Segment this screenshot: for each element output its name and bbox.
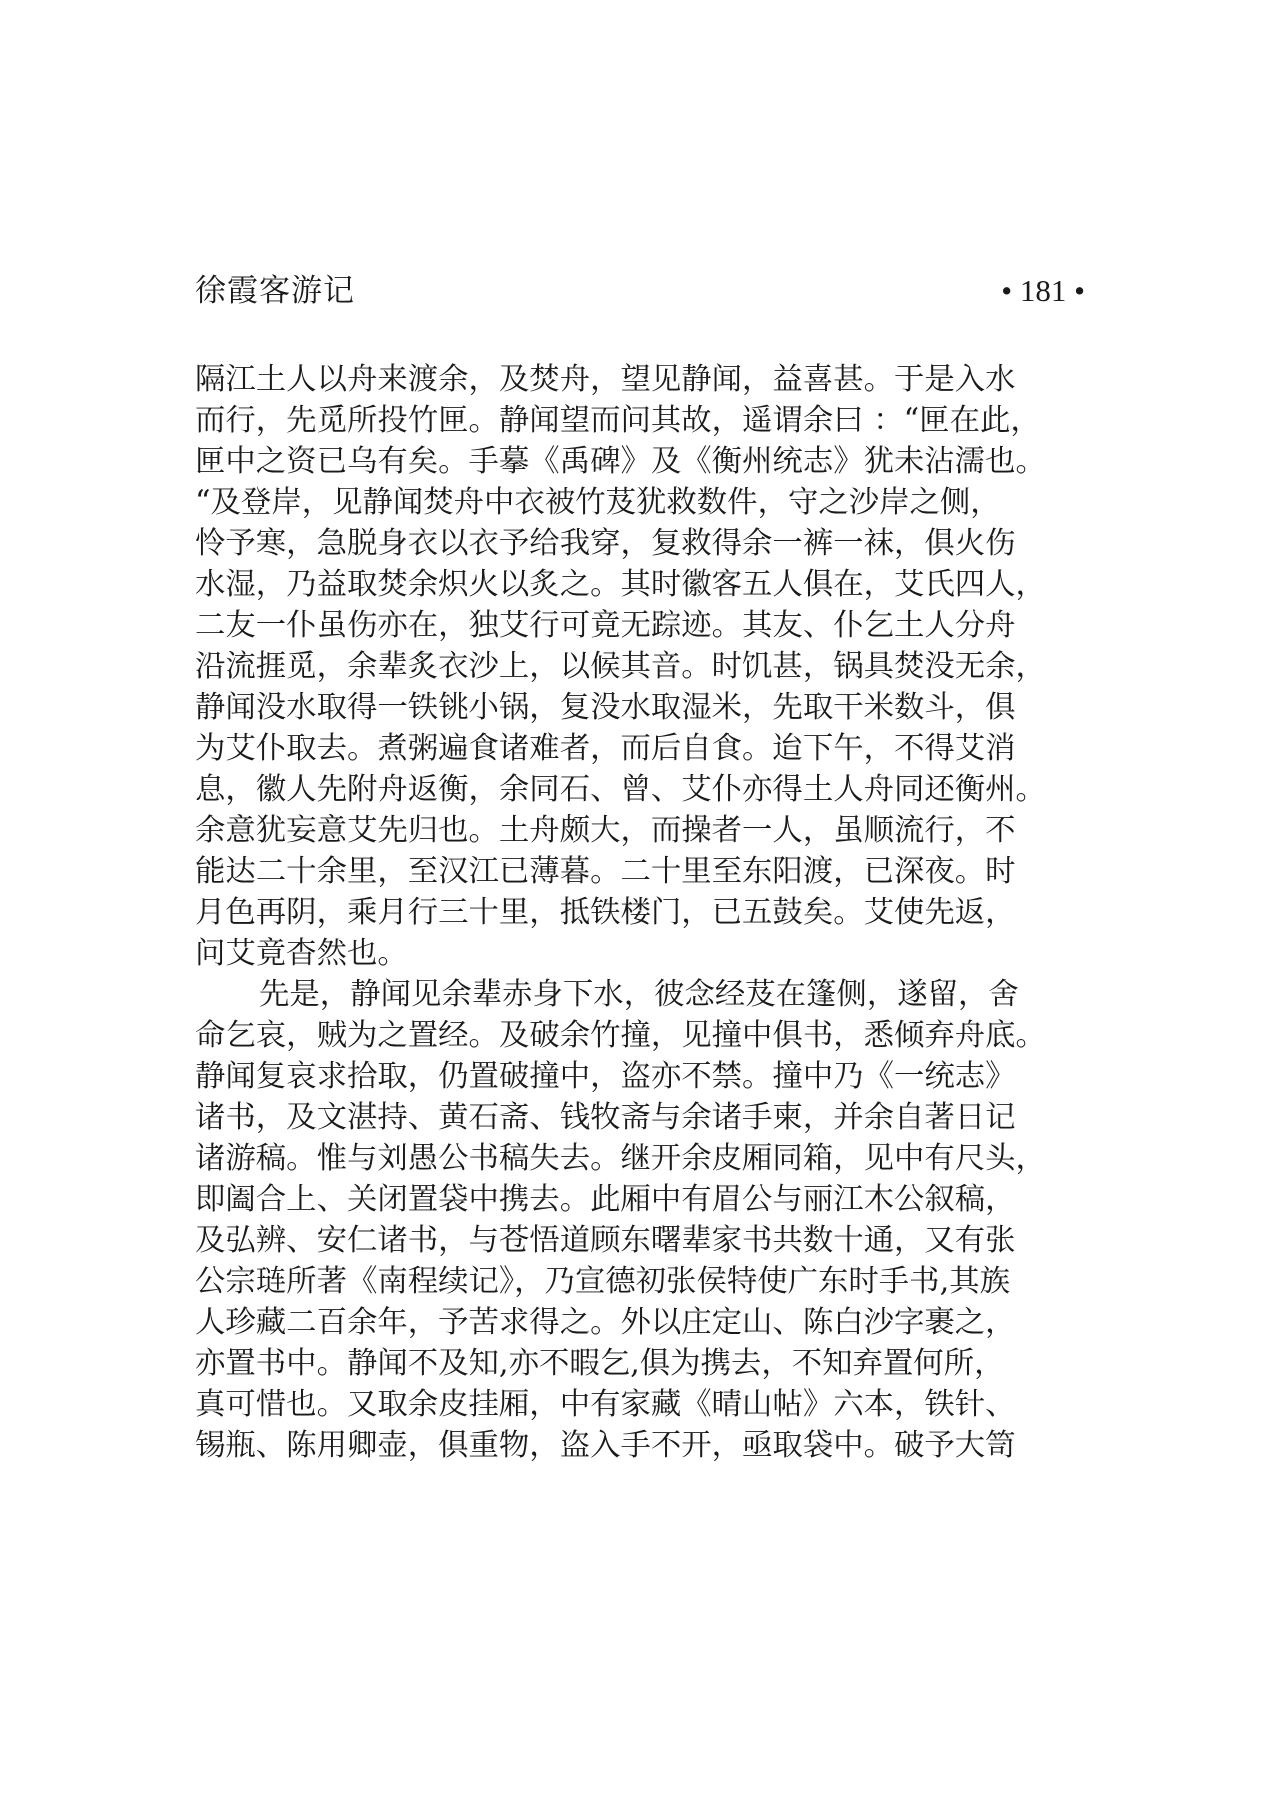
text-line: 问艾竟杳然也。 xyxy=(195,936,408,971)
paragraph-start-line: 先是，静闻见余辈赤身下水，彼念经芨在篷侧，遂留，舍 xyxy=(259,977,1019,1012)
text-line: 隔江土人以舟来渡余，及焚舟，望见静闻，益喜甚。于是入水 xyxy=(195,362,1016,397)
running-header xyxy=(195,268,1085,314)
text-line: 水湿，乃益取焚余炽火以炙之。其时徽客五人俱在，艾氏四人， xyxy=(195,567,1046,602)
text-line: 怜予寒，急脱身衣以衣予给我穿，复救得余一裤一袜，俱火伤 xyxy=(195,526,1016,561)
text-line: 命乞哀，贼为之置经。及破余竹撞，见撞中俱书，悉倾弃舟底。 xyxy=(195,1018,1046,1053)
text-line: 真可惜也。又取余皮挂厢，中有家藏《晴山帖》六本，铁针、 xyxy=(195,1387,1016,1422)
text-line: 静闻没水取得一铁铫小锅，复没水取湿米，先取干米数斗，俱 xyxy=(195,690,1016,725)
text-line: 静闻复哀求拾取，仍置破撞中，盗亦不禁。撞中乃《一统志》 xyxy=(195,1059,1016,1094)
text-line: 月色再阴，乘月行三十里，抵铁楼门，已五鼓矣。艾使先返， xyxy=(195,895,1016,930)
text-line: 公宗琏所著《南程续记》，乃宣德初张侯特使广东时手书,其族 xyxy=(195,1264,1011,1299)
text-line: 锡瓶、陈用卿壶，俱重物，盗入手不开，亟取袋中。破予大笥 xyxy=(195,1428,1016,1463)
text-line: 能达二十余里，至汉江已薄暮。二十里至东阳渡，已深夜。时 xyxy=(195,854,1016,889)
text-line: 而行，先觅所投竹匣。静闻望而问其故，遥谓余曰 ：“匣在此， xyxy=(195,403,1041,438)
book-title: 徐霞客游记 xyxy=(195,273,355,309)
body-text xyxy=(195,359,1085,1466)
text-line: 余意犹妄意艾先归也。土舟颇大，而操者一人，虽顺流行，不 xyxy=(195,813,1016,848)
page-number: • 181 • xyxy=(1001,273,1085,308)
page xyxy=(195,268,1085,1466)
text-line: 二友一仆虽伤亦在，独艾行可竟无踪迹。其友、仆乞土人分舟 xyxy=(195,608,1016,643)
text-line: “及登岸，见静闻焚舟中衣被竹芨犹救数件，守之沙岸之侧， xyxy=(195,485,1001,520)
text-line: 及弘辨、安仁诸书，与苍悟道顾东曙辈家书共数十通，又有张 xyxy=(195,1223,1016,1258)
text-line: 息，徽人先附舟返衡，余同石、曾、艾仆亦得土人舟同还衡州。 xyxy=(195,772,1046,807)
text-line: 为艾仆取去。煮粥遍食诸难者，而后自食。迨下午，不得艾消 xyxy=(195,731,1016,766)
text-line: 沿流捱觅，余辈炙衣沙上，以候其音。时饥甚，锅具焚没无余， xyxy=(195,649,1046,684)
text-line: 诸游稿。惟与刘愚公书稿失去。继开余皮厢同箱，见中有尺头， xyxy=(195,1141,1046,1176)
text-line: 诸书，及文湛持、黄石斋、钱牧斋与余诸手柬，并余自著日记 xyxy=(195,1100,1016,1135)
text-line: 匣中之资已乌有矣。手摹《禹碑》及《衡州统志》犹未沾濡也。 xyxy=(195,444,1046,479)
text-line: 人珍藏二百余年，予苦求得之。外以庄定山、陈白沙字裹之， xyxy=(195,1305,1016,1340)
text-line: 即阖合上、关闭置袋中携去。此厢中有眉公与丽江木公叙稿， xyxy=(195,1182,1016,1217)
text-line: 亦置书中。静闻不及知,亦不暇乞,俱为携去，不知弃置何所， xyxy=(195,1346,1005,1381)
